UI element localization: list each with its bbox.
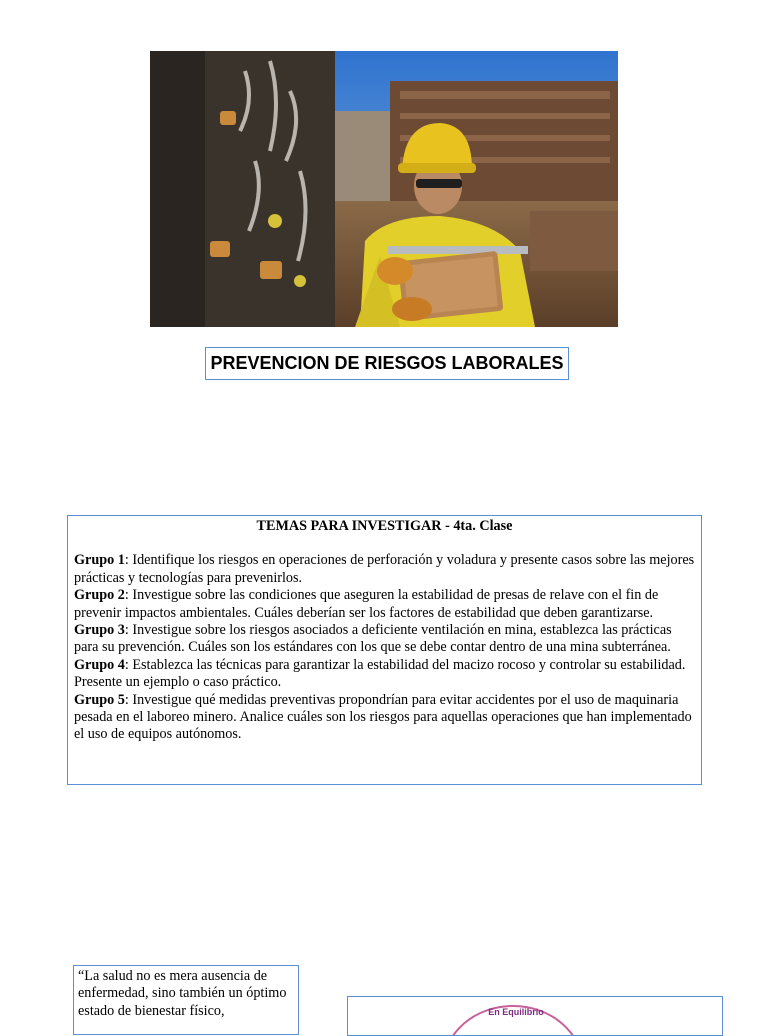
diagram-label: En Equilibrio [488, 1007, 544, 1017]
group-item [74, 692, 695, 744]
group-text: Investigue qué medidas preventivas propondrían para evitar accidentes por el uso de maquinaria pesada en el laboreo minero. Analice cuáles son los riesgos para aquellas operaciones que han implementado el uso de equipos autónomos. [74, 691, 692, 743]
group-item [74, 587, 695, 622]
group-item [74, 622, 695, 657]
group-separator: : [124, 691, 129, 708]
group-label: Grupo 5 [74, 691, 125, 708]
group-text: Establezca las técnicas para garantizar la estabilidad del macizo rocoso y controlar su estabilidad. Presente un ejemplo o caso práctico. [74, 656, 686, 691]
group-label: Grupo 4 [74, 656, 125, 673]
group-label: Grupo 1 [74, 552, 125, 569]
group-item [74, 657, 695, 692]
group-separator: : [124, 622, 129, 639]
miner-photo-illustration [150, 51, 618, 327]
group-label: Grupo 3 [74, 622, 125, 639]
topics-box [67, 515, 702, 785]
page-title-text: PREVENCION DE RIESGOS LABORALES [210, 353, 564, 373]
group-text: Investigue sobre los riesgos asociados a deficiente ventilación en mina, establezca las prácticas para su prevención. Cuáles son los estándares con los que se debe contar dentro de una mina subterránea. [74, 622, 672, 656]
topics-heading: TEMAS PARA INVESTIGAR - 4ta. Clase [256, 518, 513, 534]
group-separator: : [124, 587, 129, 604]
group-separator: : [124, 552, 129, 569]
page-title [205, 347, 569, 380]
group-text: Identifique los riesgos en operaciones de perforación y voladura y presente casos sobre las mejores prácticas y tecnologías para prevenirlos. [74, 552, 695, 586]
quote-text: “La salud no es mera ausencia de enfermedad, sino también un óptimo estado de bienestar físico, [78, 968, 287, 1019]
group-item [74, 552, 695, 587]
quote-box [73, 965, 299, 1035]
group-text: Investigue sobre las condiciones que aseguren la estabilidad de presas de relave con el fin de prevenir impactos ambientales. Cuáles deberían ser los factores de estabilidad que deben garantizarse. [74, 587, 659, 621]
group-label: Grupo 2 [74, 587, 125, 604]
group-separator: : [124, 656, 129, 673]
hero-photo [150, 51, 618, 327]
balance-diagram [347, 996, 723, 1036]
